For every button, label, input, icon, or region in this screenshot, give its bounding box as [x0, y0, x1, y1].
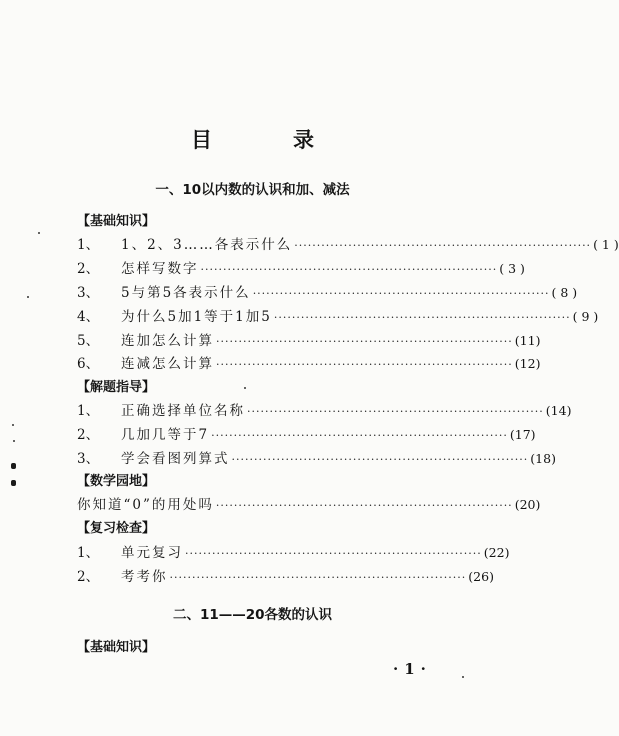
entry-page: (17) [509, 427, 536, 442]
entry-page: ( 9 ) [572, 309, 599, 324]
entry-number: 6、 [77, 356, 100, 372]
entry-page: (20) [514, 497, 541, 512]
entry-number: 1、 [77, 403, 100, 419]
entry-title: 5与第5各表示什么 [121, 285, 251, 301]
toc-entry[interactable] [77, 493, 541, 513]
toc-entry[interactable] [77, 329, 541, 349]
entry-number: 5、 [77, 333, 100, 349]
entry-page: ( 3 ) [499, 261, 525, 276]
leader-dots: ·································································· [216, 335, 513, 348]
leader-dots: ·································································· [252, 287, 550, 300]
toc-entry[interactable] [77, 281, 578, 301]
entry-title: 几加几等于7 [121, 427, 210, 443]
entry-title: 你知道“0”的用处吗 [77, 497, 214, 513]
leader-dots: ·································································· [216, 358, 513, 371]
toc-entry[interactable] [77, 565, 494, 585]
entry-number: 2、 [77, 427, 100, 443]
entry-page: (14) [545, 403, 572, 418]
entry-title: 怎样写数字 [121, 261, 199, 277]
entry-page: (18) [530, 451, 556, 466]
entry-number: 4、 [77, 309, 100, 325]
entry-number: 3、 [77, 451, 100, 467]
entry-page: (11) [514, 333, 541, 348]
leader-dots: ·································································· [294, 239, 592, 252]
section-heading-basic-knowledge-2: 【基础知识】 [77, 640, 156, 655]
entry-title: 单元复习 [121, 545, 183, 561]
entry-title: 1、2、3……各表示什么 [121, 237, 293, 253]
leader-dots: ·································································· [169, 571, 467, 584]
toc-entry[interactable] [77, 541, 510, 561]
entry-page: (22) [483, 545, 510, 560]
section-heading-review: 【复习检查】 [77, 521, 156, 536]
scan-speck [38, 232, 40, 234]
entry-title: 连加怎么计算 [121, 333, 214, 349]
leader-dots: ·································································· [215, 499, 513, 512]
scan-speck [11, 480, 16, 486]
scan-speck [12, 424, 14, 426]
section-heading-basic-knowledge: 【基础知识】 [77, 214, 156, 229]
entry-title: 考考你 [121, 569, 168, 585]
entry-page: (26) [468, 569, 494, 584]
toc-entry[interactable] [77, 399, 572, 419]
page-number: ·1· [393, 660, 432, 678]
toc-entry[interactable] [77, 257, 525, 277]
toc-entry[interactable] [77, 423, 536, 443]
entry-title: 为什么5加1等于1加5 [121, 309, 272, 325]
entry-number: 1、 [77, 237, 100, 253]
entry-page: (12) [514, 356, 541, 371]
toc-entry[interactable] [77, 447, 556, 467]
scan-speck [462, 676, 464, 678]
contents-title: 目 录 [191, 128, 344, 152]
entry-number: 2、 [77, 569, 100, 585]
entry-page: ( 8 ) [551, 285, 578, 300]
scan-speck [27, 296, 29, 298]
leader-dots: ·································································· [273, 311, 571, 324]
scan-speck [11, 463, 16, 469]
entry-title: 正确选择单位名称 [121, 403, 245, 419]
leader-dots: ·································································· [200, 263, 498, 276]
entry-number: 3、 [77, 285, 100, 301]
leader-dots: ·································································· [211, 429, 508, 442]
toc-entry[interactable] [77, 352, 541, 372]
entry-number: 1、 [77, 545, 100, 561]
entry-page: ( 1 ) [593, 237, 619, 252]
leader-dots: ·································································· [185, 547, 482, 560]
entry-number: 2、 [77, 261, 100, 277]
section-heading-problem-guide: 【解题指导】 [77, 380, 156, 395]
entry-title: 学会看图列算式 [121, 451, 230, 467]
scan-speck [13, 440, 15, 442]
toc-entry[interactable] [77, 233, 619, 253]
section-heading-math-garden: 【数学园地】 [77, 474, 156, 489]
scan-speck [244, 387, 246, 389]
chapter-heading-1: 一、10以内数的认识和加、减法 [155, 182, 350, 198]
leader-dots: ·································································· [247, 405, 544, 418]
chapter-heading-2: 二、11——20各数的认识 [172, 607, 333, 623]
entry-title: 连减怎么计算 [121, 356, 214, 372]
leader-dots: ·································································· [231, 453, 529, 466]
toc-entry[interactable] [77, 305, 599, 325]
